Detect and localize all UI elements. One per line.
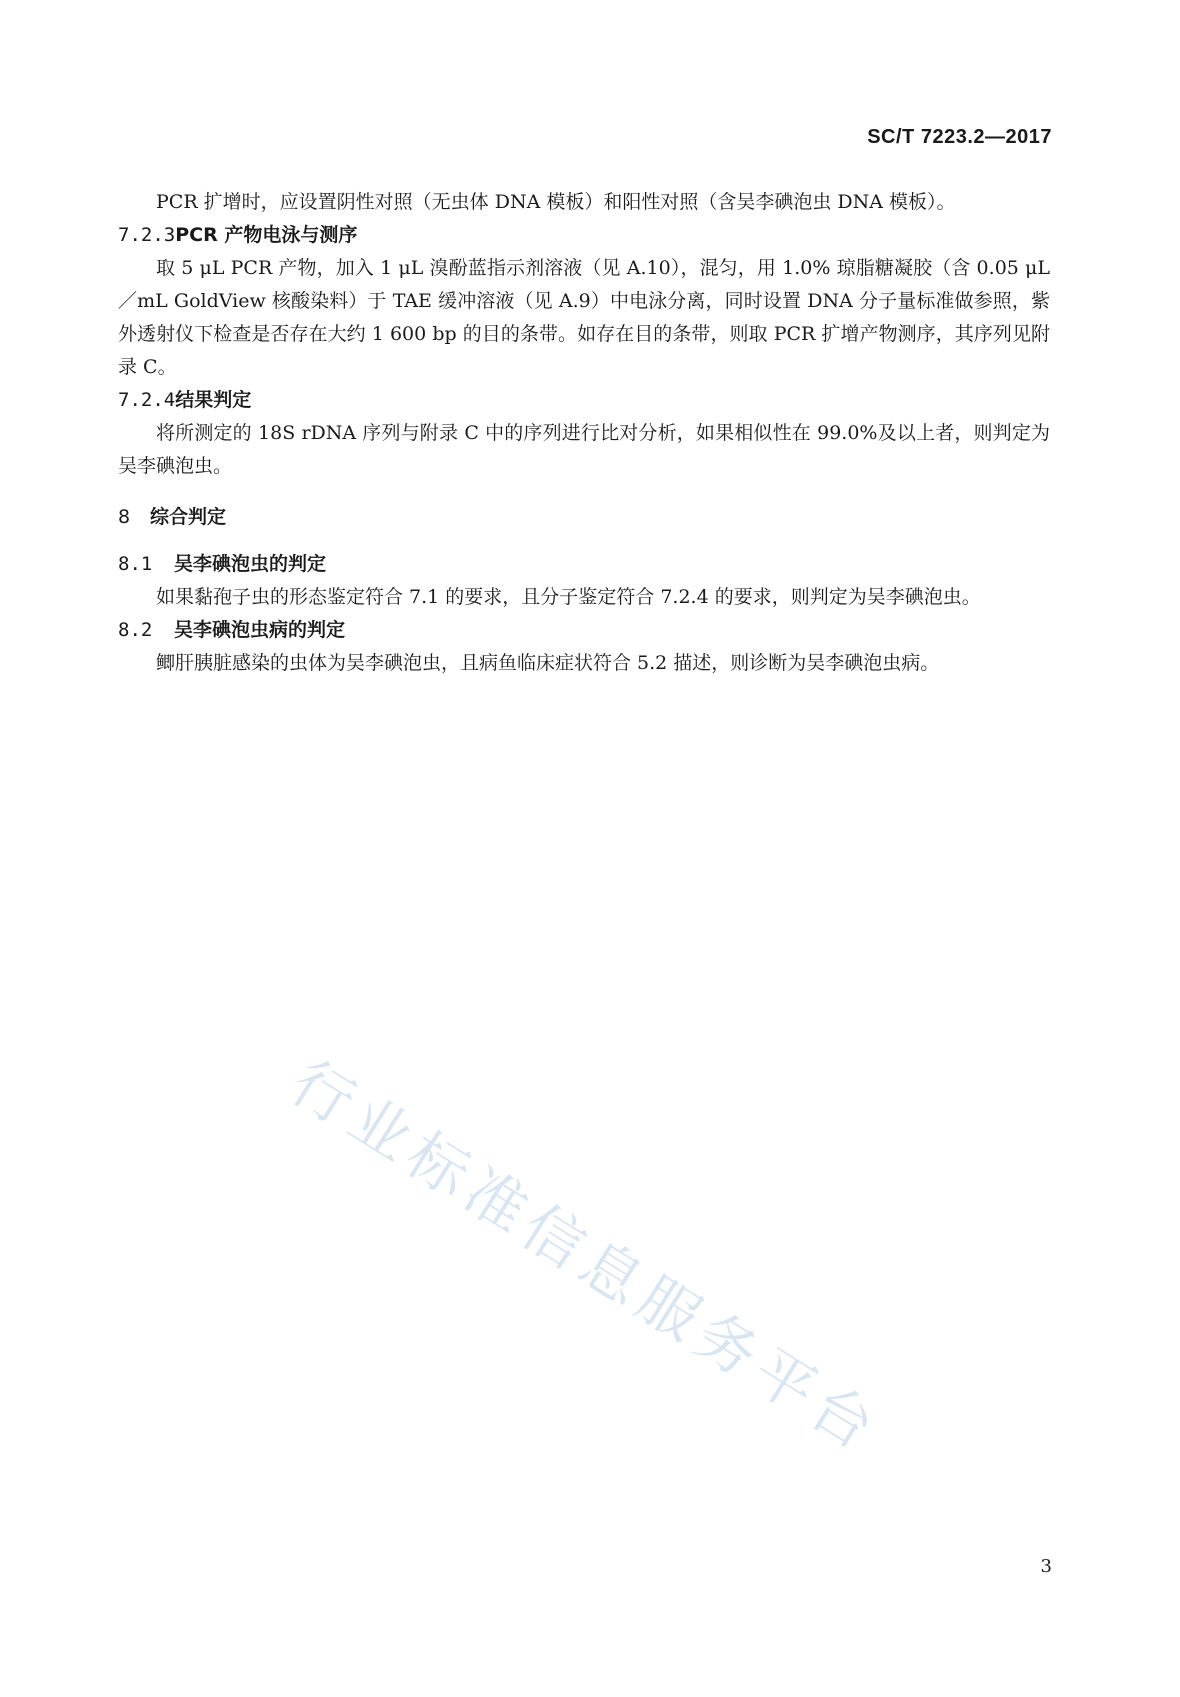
paragraph-controls: PCR 扩增时，应设置阴性对照（无虫体 DNA 模板）和阳性对照（含吴李碘泡虫 DNA 模板）。 [156, 191, 956, 213]
watermark: 行业标准信息服务平台 [278, 1047, 893, 1468]
standard-number: SC/T 7223.2—2017 [867, 126, 1052, 148]
section-heading-8 [118, 501, 1050, 534]
paragraph-8-2: 鲫肝胰脏感染的虫体为吴李碘泡虫，且病鱼临床症状符合 5.2 描述，则诊断为吴李碘泡虫病。 [156, 652, 940, 674]
section-title: 吴李碘泡虫病的判定 [174, 619, 346, 641]
section-heading-7-2-4 [118, 384, 1050, 417]
paragraph-7-2-3: 取 5 μL PCR 产物，加入 1 μL 溴酚蓝指示剂溶液（见 A.10），混匀，用 1.0% 琼脂糖凝胶（含 0.05 μL／mL GoldView 核酸染料）于 TAE 缓冲溶液（见 A.9）中电泳分离，同时设置 DNA 分子量标准做参照，紫外透射仪下检查是否存在大约 1 600 bp 的目的条带。如存在目的条带，则取 PCR 扩增产物测序，其序列见附录 C。 [118, 257, 1050, 378]
section-number: 8.1 [118, 553, 153, 575]
paragraph-7-2-4: 将所测定的 18S rDNA 序列与附录 C 中的序列进行比对分析，如果相似性在 99.0%及以上者，则判定为吴李碘泡虫。 [118, 422, 1050, 477]
section-title: PCR 产物电泳与测序 [175, 224, 358, 246]
section-heading-8-2 [118, 614, 1050, 647]
document-body [118, 186, 1050, 680]
section-title: 综合判定 [150, 506, 227, 528]
paragraph-8-1: 如果黏孢子虫的形态鉴定符合 7.1 的要求，且分子鉴定符合 7.2.4 的要求，则判定为吴李碘泡虫。 [156, 586, 981, 608]
section-number: 8 [118, 506, 131, 528]
section-heading-7-2-3 [118, 219, 1050, 252]
page-number: 3 [1040, 1556, 1052, 1577]
section-heading-8-1 [118, 548, 1050, 581]
section-number: 7.2.3 [118, 224, 176, 246]
section-number: 8.2 [118, 619, 153, 641]
section-title: 结果判定 [175, 389, 252, 411]
section-number: 7.2.4 [118, 389, 176, 411]
section-title: 吴李碘泡虫的判定 [174, 553, 327, 575]
